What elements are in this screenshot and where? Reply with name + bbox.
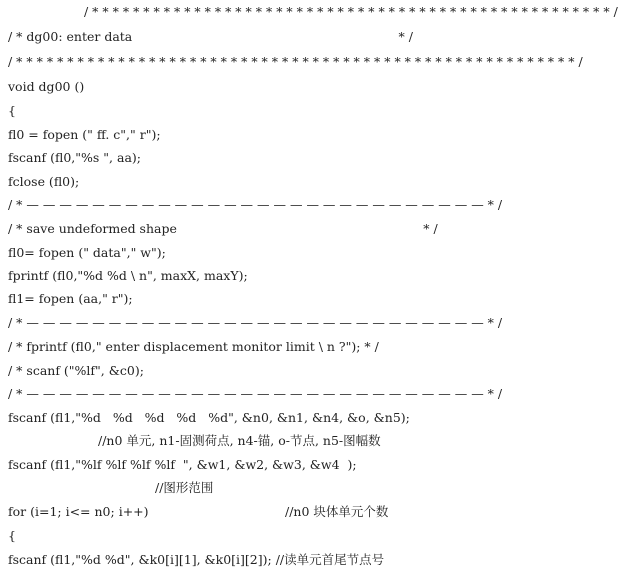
code-line-comment-dg00: / * dg00: enter data * / bbox=[8, 29, 413, 44]
code-line-header-border-bottom: / * * * * * * * * * * * * * * * * * * * * * * * * * * * * * * * * * * * * * * * * * * * * * * * * * * * * * * * / bbox=[8, 54, 583, 69]
code-line-fscanf-doubles: fscanf (fl1,"%lf %lf %lf %lf ", &w1, &w2, &w3, &w4 ); bbox=[8, 457, 357, 472]
code-line-header-border-top: / * * * * * * * * * * * * * * * * * * * * * * * * * * * * * * * * * * * * * * * * * * * * * * * * * * * / bbox=[84, 4, 618, 19]
code-line-fopen-ffc: fl0 = fopen (" ff. c"," r"); bbox=[8, 127, 161, 142]
code-line-comment-block-count: //n0 块体单元个数 bbox=[285, 504, 389, 519]
code-line-fscanf-aa: fscanf (fl0,"%s ", aa); bbox=[8, 150, 141, 165]
code-line-dash-separator: / * — — — — — — — — — — — — — — — — — — — — — — — — — — — — * / bbox=[8, 386, 503, 401]
code-line-comment-scanf: / * scanf ("%lf", &c0); bbox=[8, 363, 144, 378]
code-line-for-loop: for (i=1; i<= n0; i++) bbox=[8, 504, 149, 519]
code-line-dash-separator: / * — — — — — — — — — — — — — — — — — — — — — — — — — — — — * / bbox=[8, 315, 503, 330]
code-line-comment-save: / * save undeformed shape * / bbox=[8, 221, 438, 236]
code-line-fscanf-k0: fscanf (fl1,"%d %d", &k0[i][1], &k0[i][2]); //读单元首尾节点号 bbox=[8, 552, 385, 567]
code-line-fscanf-ints: fscanf (fl1,"%d %d %d %d %d", &n0, &n1, &n4, &o, &n5); bbox=[8, 410, 410, 425]
code-line-fopen-aa: fl1= fopen (aa," r"); bbox=[8, 291, 133, 306]
code-line-comment-n0: //n0 单元, n1-固测荷点, n4-锚, o-节点, n5-图幅数 bbox=[98, 433, 381, 448]
code-line-comment-range: //图形范围 bbox=[155, 480, 214, 495]
code-line-dash-separator: / * — — — — — — — — — — — — — — — — — — — — — — — — — — — — * / bbox=[8, 197, 503, 212]
code-line-fclose: fclose (fl0); bbox=[8, 174, 80, 189]
code-line-void-dg00: void dg00 () bbox=[8, 79, 85, 94]
code-line-open-brace: { bbox=[8, 103, 16, 118]
code-line-comment-fprintf: / * fprintf (fl0," enter displacement monitor limit \ n ?"); * / bbox=[8, 339, 379, 354]
code-line-fprintf-max: fprintf (fl0,"%d %d \ n", maxX, maxY); bbox=[8, 268, 248, 283]
code-line-loop-open-brace: { bbox=[8, 528, 16, 543]
code-line-fopen-data: fl0= fopen (" data"," w"); bbox=[8, 245, 166, 260]
